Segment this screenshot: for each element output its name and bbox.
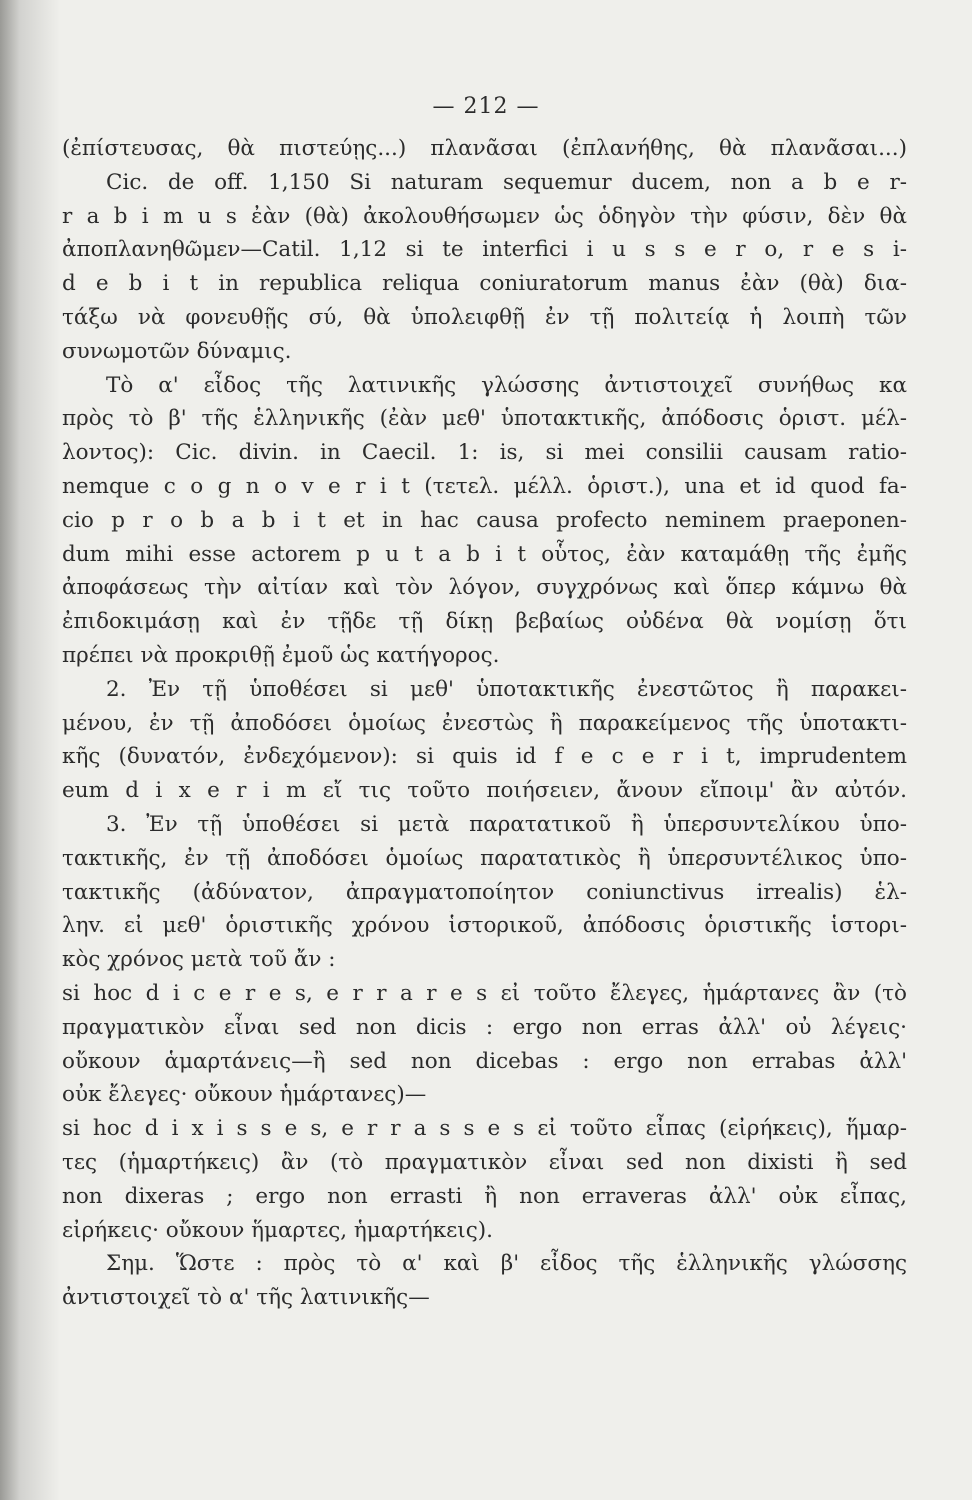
text-line: συνωμοτῶν δύναμις. [62, 338, 292, 364]
text-line: dum mihi esse actorem p u t a b i t οὗτος, ἐὰν καταμάθῃ τῆς ἐμῆς [62, 541, 907, 567]
text-line: ἀντιστοιχεῖ τὸ α' τῆς λατινικῆς— [62, 1285, 430, 1311]
text-line: 2. Ἐν τῇ ὑποθέσει si μεθ' ὑποτακτικῆς ἐνεστῶτος ἢ παρακει- [106, 676, 907, 702]
text-line: πρέπει νὰ προκριθῇ ἐμοῦ ὡς κατήγορος. [62, 642, 500, 668]
text-line: si hoc d i c e r e s, e r r a r e s εἰ τοῦτο ἔλεγες, ἡμάρτανες ἂν (τὸ [62, 980, 907, 1006]
text-line: cio p r o b a b i t et in hac causa profecto neminem praeponen- [62, 507, 907, 533]
text-line: μένου, ἐν τῇ ἀποδόσει ὁμοίως ἐνεστὼς ἢ παρακείμενος τῆς ὑποτακτι- [62, 710, 907, 736]
text-line: τακτικῆς (ἀδύνατον, ἀπραγματοποίητον coniunctivus irrealis) ἑλ- [62, 879, 907, 905]
text-line: λοντος): Cic. divin. in Caecil. 1: is, si mei consilii causam ratio- [62, 440, 907, 466]
text-line: non dixeras ; ergo non errasti ἢ non erraveras ἀλλ' οὐκ εἶπας, [62, 1183, 907, 1209]
text-line: ἀποφάσεως τὴν αἰτίαν καὶ τὸν λόγον, συγχρόνως καὶ ὅπερ κάμνω θὰ [62, 575, 907, 601]
text-line: τακτικῆς, ἐν τῇ ἀποδόσει ὁμοίως παρατατικὸς ἢ ὑπερσυντέλικος ὑπο- [62, 845, 907, 871]
text-line: r a b i m u s ἐὰν (θὰ) ἀκολουθήσωμεν ὡς ὁδηγὸν τὴν φύσιν, δὲν θὰ [62, 203, 907, 229]
text-line: πρὸς τὸ β' τῆς ἑλληνικῆς (ἐὰν μεθ' ὑποτακτικῆς, ἀπόδοσις ὁριστ. μέλ- [62, 406, 907, 432]
text-line: τες (ἡμαρτήκεις) ἂν (τὸ πραγματικὸν εἶναι sed non dixisti ἢ sed [62, 1149, 907, 1175]
text-line: d e b i t in republica reliqua coniuratorum manus ἐὰν (θὰ) δια- [62, 271, 907, 297]
text-line: eum d i x e r i m εἴ τις τοῦτο ποιήσειεν, ἄνουν εἴποιμ' ἂν αὐτόν. [62, 778, 907, 804]
text-line: ἐπιδοκιμάσῃ καὶ ἐν τῇδε τῇ δίκῃ βεβαίως οὐδένα θὰ νομίσῃ ὅτι [62, 609, 907, 635]
text-line: nemque c o g n o v e r i t (τετελ. μέλλ. ὁριστ.), una et id quod fa- [62, 473, 907, 499]
page-gutter-shadow [0, 0, 60, 1500]
text-line: Τὸ α' εἶδος τῆς λατινικῆς γλώσσης ἀντιστοιχεῖ συνήθως κα [106, 372, 907, 398]
text-line: si hoc d i x i s s e s, e r r a s s e s εἰ τοῦτο εἶπας (εἰρήκεις), ἥμαρ- [62, 1116, 907, 1142]
text-line: κὸς χρόνος μετὰ τοῦ ἄν : [62, 947, 336, 973]
text-line: (ἐπίστευσας, θὰ πιστεύῃς...) πλανᾶσαι (ἐπλανήθης, θὰ πλανᾶσαι...) [62, 136, 907, 161]
text-line: εἰρήκεις· οὔκουν ἥμαρτες, ἡμαρτήκεις). [62, 1217, 493, 1243]
text-line: οὐκ ἔλεγες· οὔκουν ἡμάρτανες)— [62, 1082, 427, 1108]
text-line: τάξω νὰ φονευθῇς σύ, θὰ ὑπολειφθῇ ἐν τῇ πολιτείᾳ ἡ λοιπὴ τῶν [62, 304, 907, 330]
text-line: ληv. εἰ μεθ' ὁριστικῆς χρόνου ἱστορικοῦ, ἀπόδοσις ὁριστικῆς ἱστορι- [62, 913, 907, 939]
text-line: Σημ. Ὥστε : πρὸς τὸ α' καὶ β' εἶδος τῆς ἑλληνικῆς γλώσσης [106, 1251, 907, 1277]
text-line: 3. Ἐν τῇ ὑποθέσει si μετὰ παρατατικοῦ ἢ ὑπερσυντελίκου ὑπο- [106, 811, 907, 837]
text-line: οὔκουν ἁμαρτάνεις—ἢ sed non dicebas : ergo non errabas ἀλλ' [62, 1048, 907, 1074]
body-text [62, 132, 907, 1315]
text-line: κῆς (δυνατόν, ἐνδεχόμενον): si quis id f e c e r i t, imprudentem [62, 744, 907, 770]
text-line: πραγματικὸν εἶναι sed non dicis : ergo non erras ἀλλ' οὐ λέγεις· [62, 1014, 907, 1040]
page-number: — 212 — [432, 94, 540, 119]
text-line: ἀποπλανηθῶμεν—Catil. 1,12 si te interfici i u s s e r o, r e s i- [62, 237, 907, 263]
text-line: Cic. de off. 1,150 Si naturam sequemur ducem, non a b e r- [106, 169, 907, 195]
